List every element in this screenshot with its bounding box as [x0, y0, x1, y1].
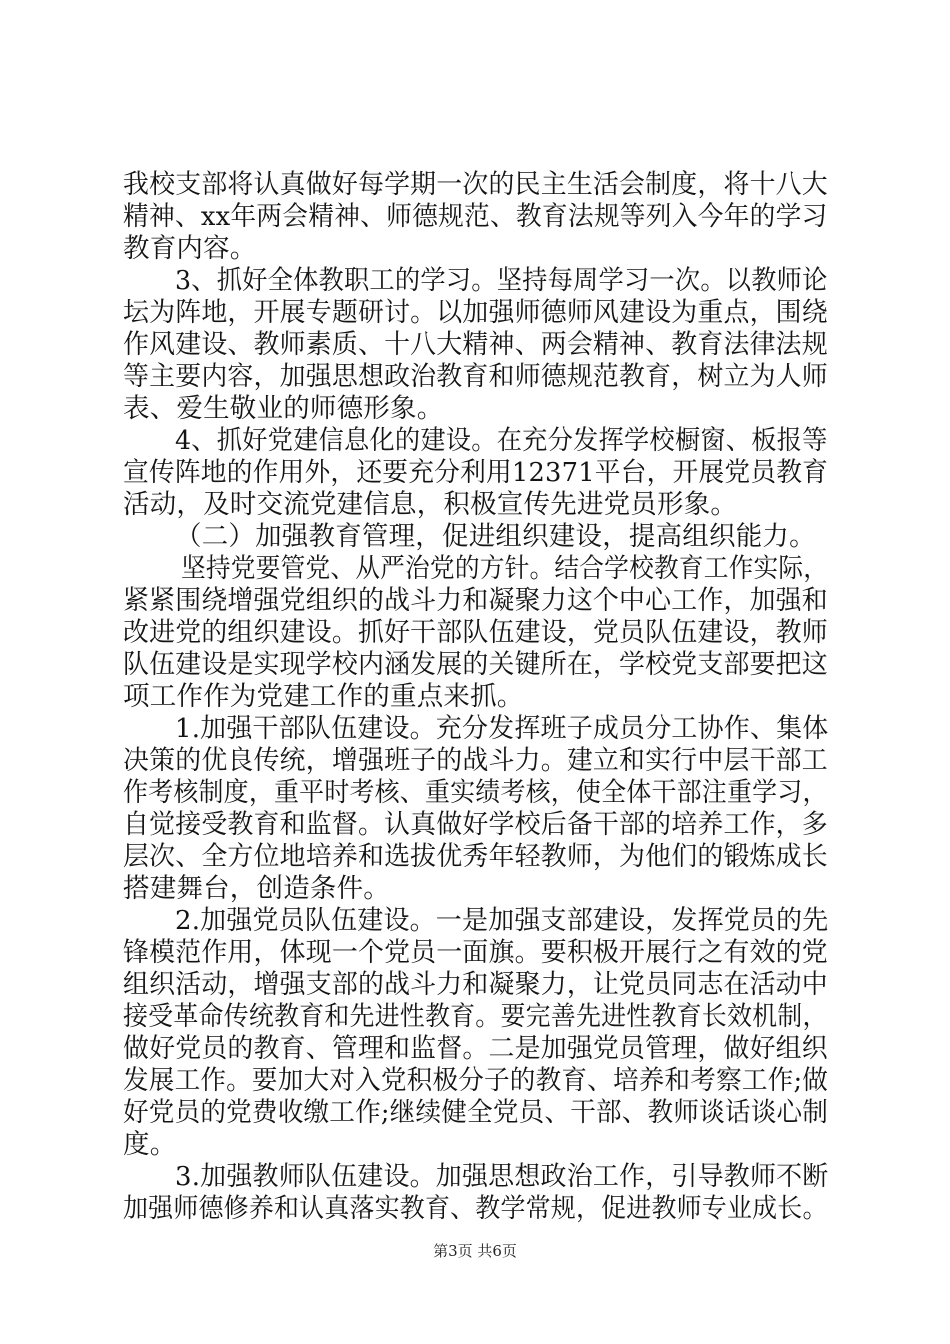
paragraph-line: 接受革命传统教育和先进性教育。要完善先进性教育长效机制，	[123, 1001, 828, 1032]
paragraph-line: 自觉接受教育和监督。认真做好学校后备干部的培养工作，多	[123, 809, 828, 840]
paragraph-line: 改进党的组织建设。抓好干部队伍建设，党员队伍建设，教师	[123, 617, 828, 648]
paragraph-line: 宣传阵地的作用外，还要充分利用12371平台，开展党员教育	[123, 457, 829, 488]
paragraph-line: 精神、xx年两会精神、师德规范、教育法规等列入今年的学习	[123, 201, 828, 232]
paragraph-line: 队伍建设是实现学校内涵发展的关键所在，学校党支部要把这	[123, 649, 828, 680]
paragraph-line: 锋模范作用，体现一个党员一面旗。要积极开展行之有效的党	[123, 937, 828, 968]
paragraph-line: 作考核制度，重平时考核、重实绩考核，使全体干部注重学习，	[123, 777, 828, 808]
paragraph-line: 好党员的党费收缴工作;继续健全党员、干部、教师谈话谈心制	[123, 1097, 829, 1128]
page-number-footer: 第3页 共6页	[433, 1242, 517, 1260]
paragraph-line: 3、抓好全体教职工的学习。坚持每周学习一次。以教师论	[175, 265, 828, 296]
paragraph-line: 3.加强教师队伍建设。加强思想政治工作，引导教师不断	[175, 1161, 829, 1192]
paragraph-line: 坛为阵地，开展专题研讨。以加强师德师风建设为重点，围绕	[123, 297, 828, 328]
paragraph-line: 加强师德修养和认真落实教育、教学常规，促进教师专业成长。	[123, 1193, 828, 1224]
paragraph-line: 表、爱生敬业的师德形象。	[123, 393, 444, 424]
paragraph-line: 教育内容。	[123, 233, 257, 264]
paragraph-line: 紧紧围绕增强党组织的战斗力和凝聚力这个中心工作，加强和	[123, 585, 828, 616]
paragraph-line: 层次、全方位地培养和选拔优秀年轻教师，为他们的锻炼成长	[123, 841, 828, 872]
paragraph-line: 作风建设、教师素质、十八大精神、两会精神、教育法律法规	[123, 329, 828, 360]
section-heading: （二）加强教育管理，促进组织建设，提高组织能力。	[175, 521, 816, 552]
paragraph-line: 决策的优良传统，增强班子的战斗力。建立和实行中层干部工	[123, 745, 828, 776]
paragraph-line: 我校支部将认真做好每学期一次的民主生活会制度，将十八大	[123, 169, 828, 200]
paragraph-line: 活动，及时交流党建信息，积极宣传先进党员形象。	[123, 489, 738, 520]
paragraph-line: 搭建舞台，创造条件。	[123, 873, 390, 904]
paragraph-line: 做好党员的教育、管理和监督。二是加强党员管理，做好组织	[123, 1033, 828, 1064]
paragraph-line: 度。	[123, 1129, 177, 1160]
paragraph-line: 项工作作为党建工作的重点来抓。	[123, 681, 524, 712]
paragraph-line: 坚持党要管党、从严治党的方针。结合学校教育工作实际，	[181, 553, 829, 584]
paragraph-line: 1.加强干部队伍建设。充分发挥班子成员分工协作、集体	[175, 713, 829, 744]
paragraph-line: 等主要内容，加强思想政治教育和师德规范教育，树立为人师	[123, 361, 828, 392]
paragraph-line: 组织活动，增强支部的战斗力和凝聚力，让党员同志在活动中	[123, 969, 828, 1000]
paragraph-line: 发展工作。要加大对入党积极分子的教育、培养和考察工作;做	[123, 1065, 829, 1096]
paragraph-line: 2.加强党员队伍建设。一是加强支部建设，发挥党员的先	[175, 905, 829, 936]
paragraph-line: 4、抓好党建信息化的建设。在充分发挥学校橱窗、板报等	[175, 425, 828, 456]
